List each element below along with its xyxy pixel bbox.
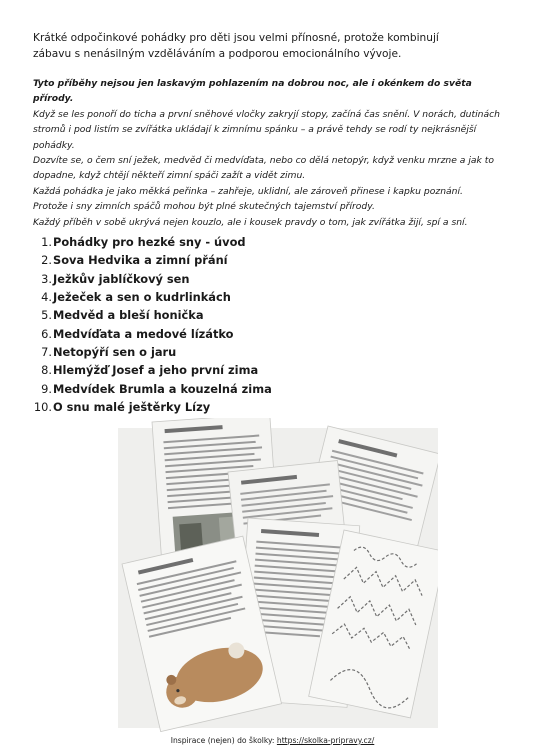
- toc-number: 4.: [41, 290, 52, 305]
- toc-item: [33, 306, 272, 324]
- toc-item: [33, 324, 272, 342]
- toc-item: [33, 233, 272, 251]
- intro-line: zábavu s nenásilným vzděláváním a podporou emocionálního vývoje.: [33, 48, 402, 60]
- description-lead: Tyto příběhy nejsou jen laskavým pohlazením na dobrou noc, ale i okénkem do světa přírody.: [33, 78, 472, 105]
- description-paragraph: Každá pohádka je jako měkká peřinka – zahřeje, uklidní, ale zároveň přinese i kapku poznání.: [33, 185, 463, 197]
- description-paragraph: Protože i sny zimních spáčů mohou být plné skutečných tajemství přírody.: [33, 201, 375, 213]
- toc-item: [33, 288, 272, 306]
- toc-number: 10.: [33, 399, 52, 414]
- toc-number: 9.: [41, 381, 52, 396]
- toc-title: Ježeček a sen o kudrlinkách: [53, 290, 231, 305]
- toc-item: [33, 361, 272, 379]
- toc-number: 5.: [41, 308, 52, 323]
- toc-title: Medvěd a bleší honička: [53, 308, 204, 323]
- toc-item: [33, 398, 272, 416]
- toc-number: 3.: [41, 271, 52, 286]
- toc-number: 2.: [41, 253, 52, 268]
- footer: [0, 736, 545, 745]
- toc-title: Ježkův jablíčkový sen: [53, 271, 190, 286]
- table-of-contents: [33, 233, 272, 416]
- toc-title: O snu malé ještěrky Lízy: [53, 399, 211, 414]
- footer-text: Inspirace (nejen) do školky:: [170, 736, 277, 745]
- toc-title: Sova Hedvika a zimní přání: [53, 253, 228, 268]
- toc-title: Hlemýžď Josef a jeho první zima: [53, 363, 259, 378]
- description: [33, 76, 515, 230]
- toc-number: 1.: [41, 235, 52, 250]
- toc-number: 8.: [41, 363, 52, 378]
- description-paragraph: Když se les ponoří do ticha a první sněhové vločky zakryjí stopy, začíná čas snění. V norách, dutinách stromů i pod listím se zvířátka ukládají k zimnímu spánku – a právě tehdy se rodí ty nejkrásnější pohádky.: [33, 108, 500, 151]
- toc-item: [33, 270, 272, 288]
- intro-line: Krátké odpočinkové pohádky pro děti jsou velmi přínosné, protože kombinují: [33, 32, 439, 44]
- toc-title: Medvíďata a medové lízátko: [53, 326, 234, 341]
- toc-title: Pohádky pro hezké sny - úvod: [53, 235, 246, 250]
- toc-item: [33, 251, 272, 269]
- footer-link[interactable]: https://skolka-pripravy.cz/: [276, 736, 375, 745]
- intro: [33, 30, 513, 62]
- toc-item: [33, 379, 272, 397]
- toc-number: 6.: [41, 326, 52, 341]
- toc-title: Netopýří sen o jaru: [53, 344, 177, 359]
- description-paragraph: Dozvíte se, o čem sní ježek, medvěd či medvíďata, nebo co dělá netopýr, když venku mrzne a jak to dopadne, když chtějí někteří zimní spáči zažít a vidět zimu.: [33, 155, 494, 182]
- description-paragraph: Každý příběh v sobě ukrývá nejen kouzlo, ale i kousek pravdy o tom, jak zvířátka žijí, spí a sní.: [33, 216, 468, 228]
- worksheets-photo: [118, 418, 438, 732]
- toc-number: 7.: [41, 344, 52, 359]
- toc-title: Medvídek Brumla a kouzelná zima: [53, 381, 272, 396]
- toc-item: [33, 343, 272, 361]
